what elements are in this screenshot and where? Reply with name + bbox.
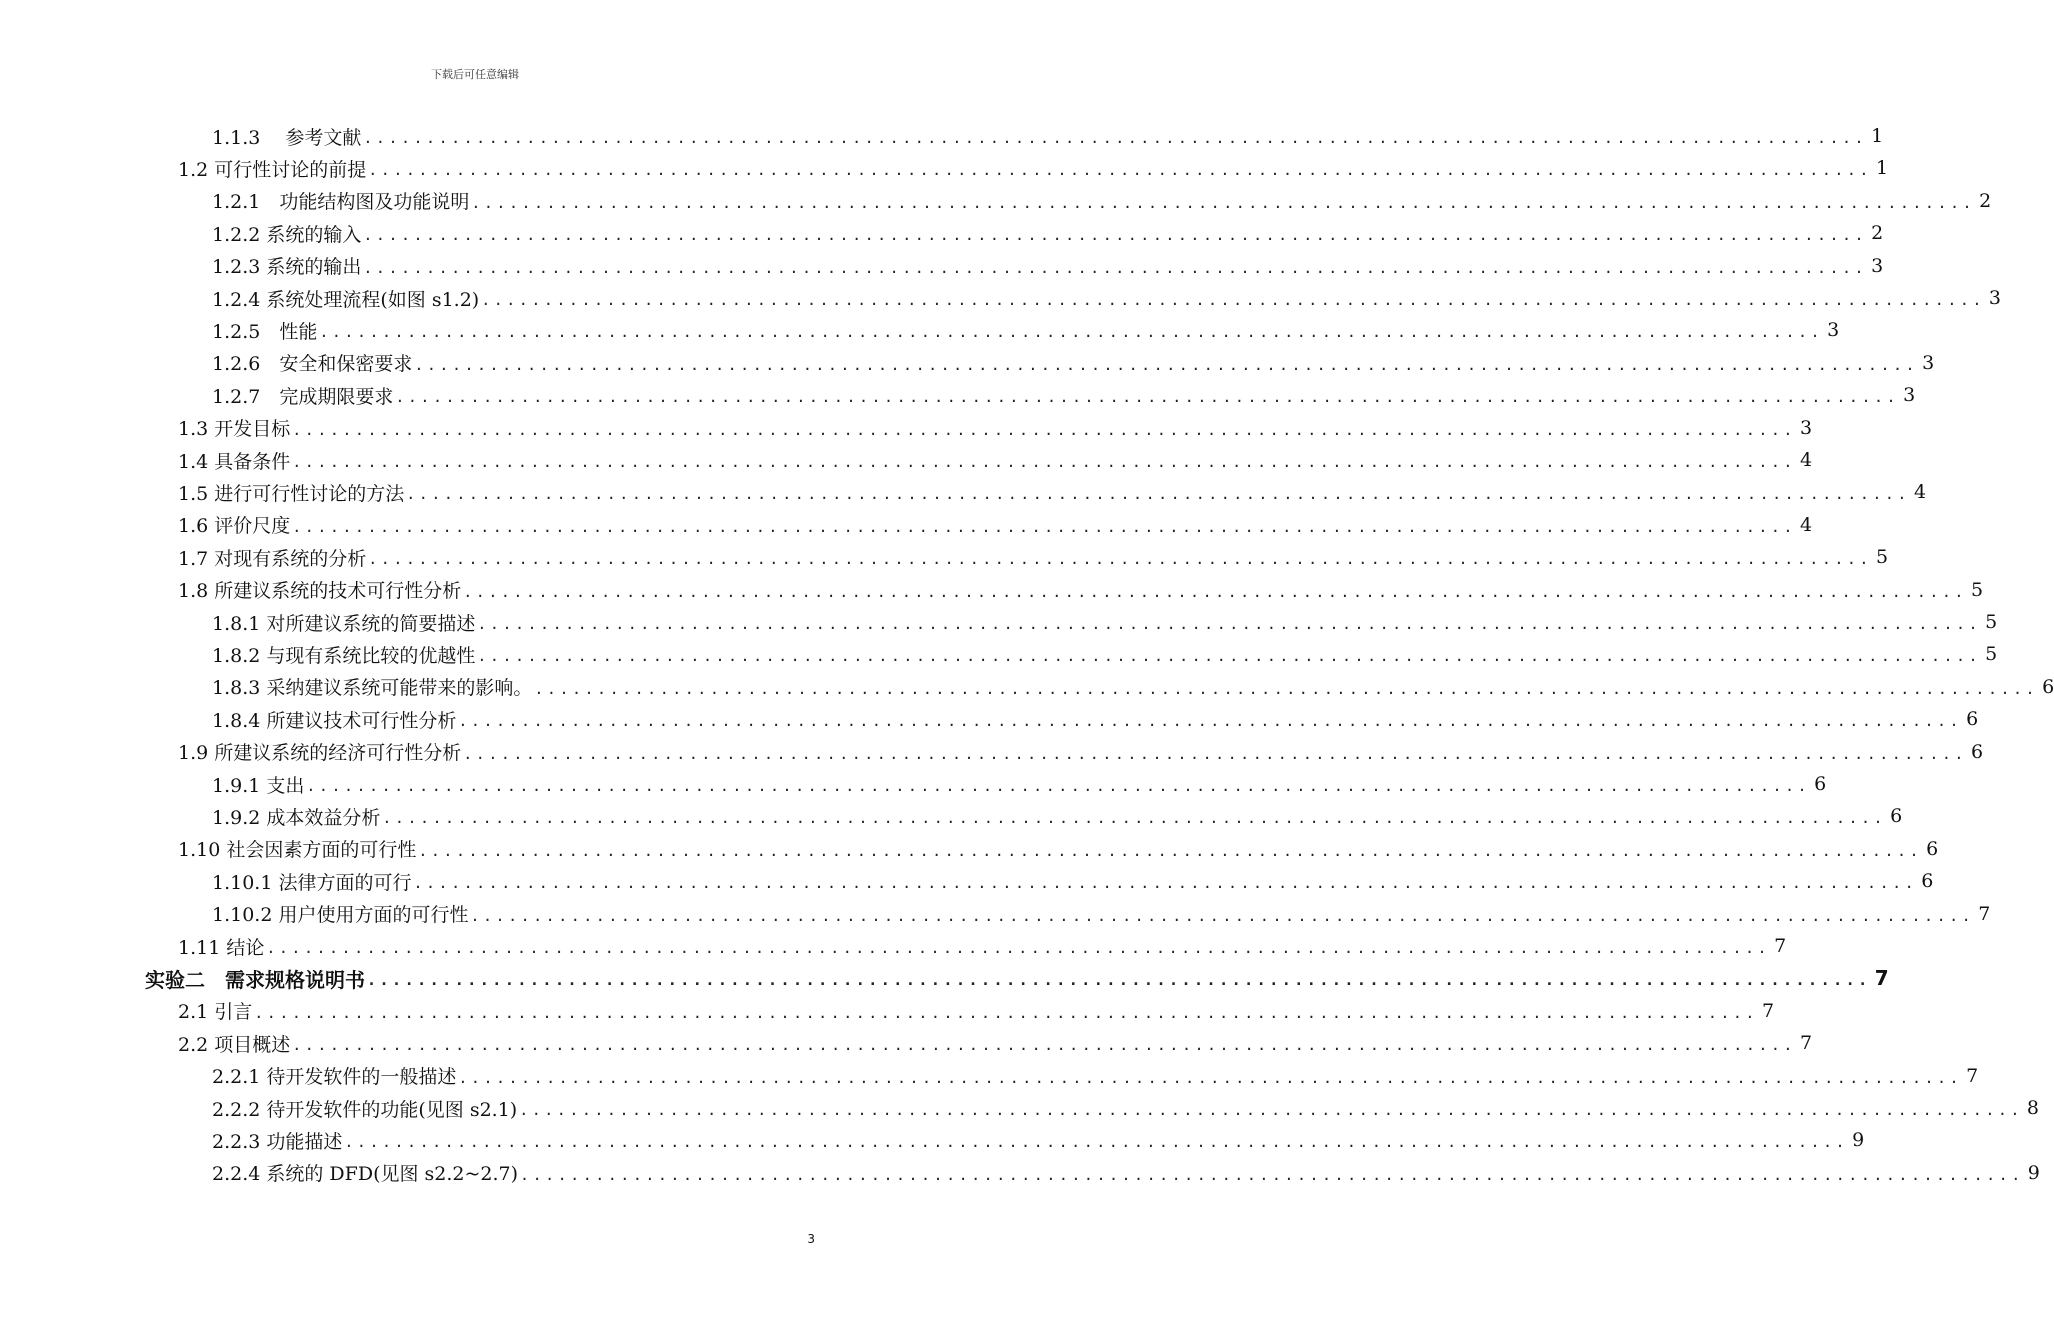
toc-entry-page: 1 [1871, 125, 1884, 147]
toc-entry[interactable] [178, 444, 1813, 476]
toc-entry-label: 1.2.5 性能 [212, 320, 318, 343]
toc-entry-page: 6 [1921, 870, 1934, 893]
toc-entry-label: 1.2.3 系统的输出 [212, 256, 362, 279]
toc-leader-dots: ........................................................................................................................ [470, 906, 1975, 925]
toc-leader-dots: ........................................................................................................................ [363, 226, 1868, 245]
toc-entry-page: 6 [1814, 773, 1827, 795]
toc-entry-label: 1.5 进行可行性讨论的方法 [178, 482, 405, 505]
toc-leader-dots: ........................................................................................................................ [406, 485, 1910, 504]
toc-entry-label: 1.3 开发目标 [178, 418, 291, 441]
toc-entry-page: 6 [1926, 837, 1939, 860]
toc-entry-label: 1.8 所建议系统的技术可行性分析 [178, 580, 462, 603]
toc-entry-label: 1.9.2 成本效益分析 [212, 806, 381, 829]
toc-leader-dots: ........................................................................................................................ [519, 1101, 2023, 1119]
toc-entry-page: 7 [1978, 902, 1991, 925]
toc-entry-page: 5 [1985, 611, 1998, 633]
toc-leader-dots: ........................................................................................................................ [395, 388, 1900, 407]
toc-entry[interactable] [178, 833, 1939, 865]
toc-entry-label: 1.8.3 采纳建议系统可能带来的影响。 [212, 677, 533, 700]
toc-entry[interactable] [212, 1124, 1865, 1156]
toc-leader-dots: ........................................................................................................................ [254, 1003, 1758, 1022]
toc-entry-page: 7 [1774, 935, 1787, 957]
toc-entry[interactable] [212, 768, 1827, 800]
toc-entry-label: 1.7 对现有系统的分析 [178, 547, 367, 570]
toc-entry-label: 1.2 可行性讨论的前提 [178, 158, 367, 181]
toc-entry-page: 4 [1799, 513, 1813, 536]
toc-entry-label: 2.2.2 待开发软件的功能(见图 s2.1) [212, 1098, 518, 1121]
toc-entry[interactable] [212, 898, 1991, 930]
toc-entry[interactable] [212, 800, 1903, 832]
toc-entry-page: 7 [1874, 966, 1889, 991]
toc-entry-page: 2 [1979, 189, 1992, 212]
toc-leader-dots: ........................................................................................................................ [368, 161, 1872, 180]
page-number: 3 [807, 1232, 815, 1246]
toc-leader-dots: ........................................................................................................................ [292, 420, 1796, 439]
toc-leader-dots: ........................................................................................................................ [477, 615, 1982, 633]
toc-entry-page: 6 [1966, 708, 1979, 731]
toc-entry-label: 实验二 需求规格说明书 [145, 967, 365, 992]
toc-leader-dots: ........................................................................................................................ [368, 550, 1872, 569]
toc-leader-dots: ........................................................................................................................ [292, 517, 1796, 536]
toc-entry-label: 1.8.4 所建议技术可行性分析 [212, 709, 457, 732]
toc-entry-label: 2.2.4 系统的 DFD(见图 s2.2~2.7) [212, 1163, 519, 1186]
toc-leader-dots: ........................................................................................................................ [266, 939, 1771, 957]
toc-entry-page: 6 [1890, 805, 1903, 828]
toc-entry[interactable] [212, 1060, 1979, 1092]
toc-entry[interactable] [178, 152, 1889, 184]
toc-leader-dots: ........................................................................................................................ [463, 744, 1967, 763]
toc-leader-dots: ........................................................................................................................ [382, 809, 1887, 828]
toc-entry-label: 1.8.2 与现有系统比较的优越性 [212, 644, 476, 667]
toc-entry-page: 8 [2026, 1097, 2040, 1119]
toc-entry-page: 2 [1871, 222, 1884, 245]
toc-leader-dots: ........................................................................................................................ [292, 1036, 1796, 1055]
toc-entry-page: 6 [2042, 675, 2054, 698]
toc-entry[interactable] [212, 671, 2054, 703]
toc-leader-dots: ........................................................................................................................ [292, 453, 1796, 471]
toc-entry-page: 4 [1799, 449, 1813, 471]
toc-leader-dots: ........................................................................................................................ [477, 647, 1982, 666]
toc-entry-label: 1.2.7 完成期限要求 [212, 385, 394, 408]
toc-entry-page: 5 [1970, 578, 1984, 601]
toc-leader-dots: ........................................................................................................................ [418, 841, 1923, 860]
toc-entry-page: 3 [1922, 351, 1935, 374]
toc-entry-page: 9 [2027, 1161, 2040, 1184]
toc-entry-page: 3 [1799, 416, 1813, 439]
toc-entry-label: 1.2.2 系统的输入 [212, 223, 362, 246]
toc-entry[interactable] [178, 574, 1984, 606]
toc-entry-label: 1.11 结论 [178, 936, 265, 959]
toc-entry[interactable] [212, 638, 1998, 670]
toc-entry-label: 1.2.1 功能结构图及功能说明 [212, 191, 470, 214]
toc-entry-label: 1.8.1 对所建议系统的简要描述 [212, 612, 476, 635]
toc-entry[interactable] [178, 412, 1813, 444]
page-header: 下载后可任意编辑 [431, 68, 519, 81]
toc-entry[interactable] [212, 314, 1840, 346]
toc-leader-dots: ........................................................................................................................ [481, 291, 1985, 309]
toc-leader-dots: ........................................................................................................................ [344, 1133, 1849, 1152]
toc-leader-dots: ........................................................................................................................ [414, 355, 1919, 374]
toc-entry-label: 1.9 所建议系统的经济可行性分析 [178, 742, 462, 765]
toc-entry-page: 7 [1799, 1032, 1813, 1055]
toc-entry[interactable] [212, 185, 1992, 217]
toc-leader-dots: ........................................................................................................................ [413, 874, 1918, 893]
toc-leader-dots: ........................................................................................................................ [463, 582, 1967, 601]
toc-entry[interactable] [212, 1157, 2040, 1189]
toc-entry[interactable] [212, 379, 1916, 411]
toc-leader-dots: ........................................................................................................................ [363, 258, 1868, 277]
toc-entry-page: 5 [1875, 546, 1889, 569]
toc-entry-label: 1.2.4 系统处理流程(如图 s1.2) [212, 288, 480, 311]
toc-entry-page: 3 [1903, 384, 1916, 407]
toc-entry[interactable] [212, 217, 1884, 249]
toc-entry[interactable] [212, 865, 1934, 897]
toc-leader-dots: ........................................................................................................................ [458, 712, 1963, 731]
toc-entry[interactable] [178, 476, 1927, 508]
toc-entry-page: 6 [1970, 740, 1984, 763]
toc-leader-dots: ........................................................................................................................ [520, 1165, 2024, 1184]
toc-entry-page: 3 [1988, 287, 2002, 309]
toc-entry[interactable] [178, 995, 1775, 1027]
toc-entry[interactable] [178, 541, 1889, 573]
toc-entry-page: 5 [1985, 643, 1998, 666]
toc-leader-dots: ........................................................................................................................ [534, 679, 2039, 698]
toc-entry-page: 9 [1852, 1129, 1865, 1152]
toc-entry[interactable] [178, 509, 1813, 541]
toc-entry-label: 2.1 引言 [178, 1001, 253, 1024]
toc-leader-dots: ........................................................................................................................ [319, 323, 1824, 342]
toc-entry-label: 1.10.2 用户使用方面的可行性 [212, 904, 469, 927]
toc-entry[interactable] [212, 606, 1998, 638]
toc-entry-page: 7 [1966, 1064, 1979, 1087]
toc-entry[interactable] [212, 1092, 2040, 1124]
toc-entry-label: 1.1.3 参考文献 [212, 126, 362, 149]
toc-entry-page: 4 [1913, 481, 1927, 504]
toc-entry[interactable] [212, 703, 1979, 735]
toc-entry[interactable] [212, 120, 1884, 152]
toc-entry-label: 1.9.1 支出 [212, 774, 305, 797]
toc-entry[interactable] [212, 250, 1884, 282]
toc-entry-label: 2.2 项目概述 [178, 1033, 291, 1056]
toc-entry[interactable] [212, 347, 1935, 379]
toc-entry[interactable] [178, 1027, 1813, 1059]
toc-leader-dots: ........................................................................................................................ [367, 971, 1871, 990]
toc-entry-label: 1.2.6 安全和保密要求 [212, 353, 413, 376]
toc-entry-label: 1.10.1 法律方面的可行 [212, 871, 412, 894]
toc-leader-dots: ........................................................................................................................ [306, 777, 1811, 795]
toc-chapter-entry[interactable] [145, 962, 1889, 994]
toc-entry[interactable] [178, 736, 1984, 768]
toc-entry-label: 2.2.1 待开发软件的一般描述 [212, 1066, 457, 1089]
toc-entry-page: 7 [1761, 999, 1775, 1022]
toc-entry-page: 3 [1871, 254, 1884, 277]
toc-entry[interactable] [178, 930, 1787, 962]
toc-leader-dots: ........................................................................................................................ [458, 1068, 1963, 1087]
toc-leader-dots: ........................................................................................................................ [363, 129, 1868, 147]
toc-entry-page: 3 [1827, 319, 1840, 342]
toc-entry-page: 1 [1875, 157, 1889, 180]
toc-entry-label: 2.2.3 功能描述 [212, 1130, 343, 1153]
toc-entry[interactable] [212, 282, 2002, 314]
toc-entry-label: 1.4 具备条件 [178, 450, 291, 473]
toc-entry-label: 1.6 评价尺度 [178, 515, 291, 538]
toc-entry-label: 1.10 社会因素方面的可行性 [178, 839, 417, 862]
toc-leader-dots: ........................................................................................................................ [471, 193, 1976, 212]
